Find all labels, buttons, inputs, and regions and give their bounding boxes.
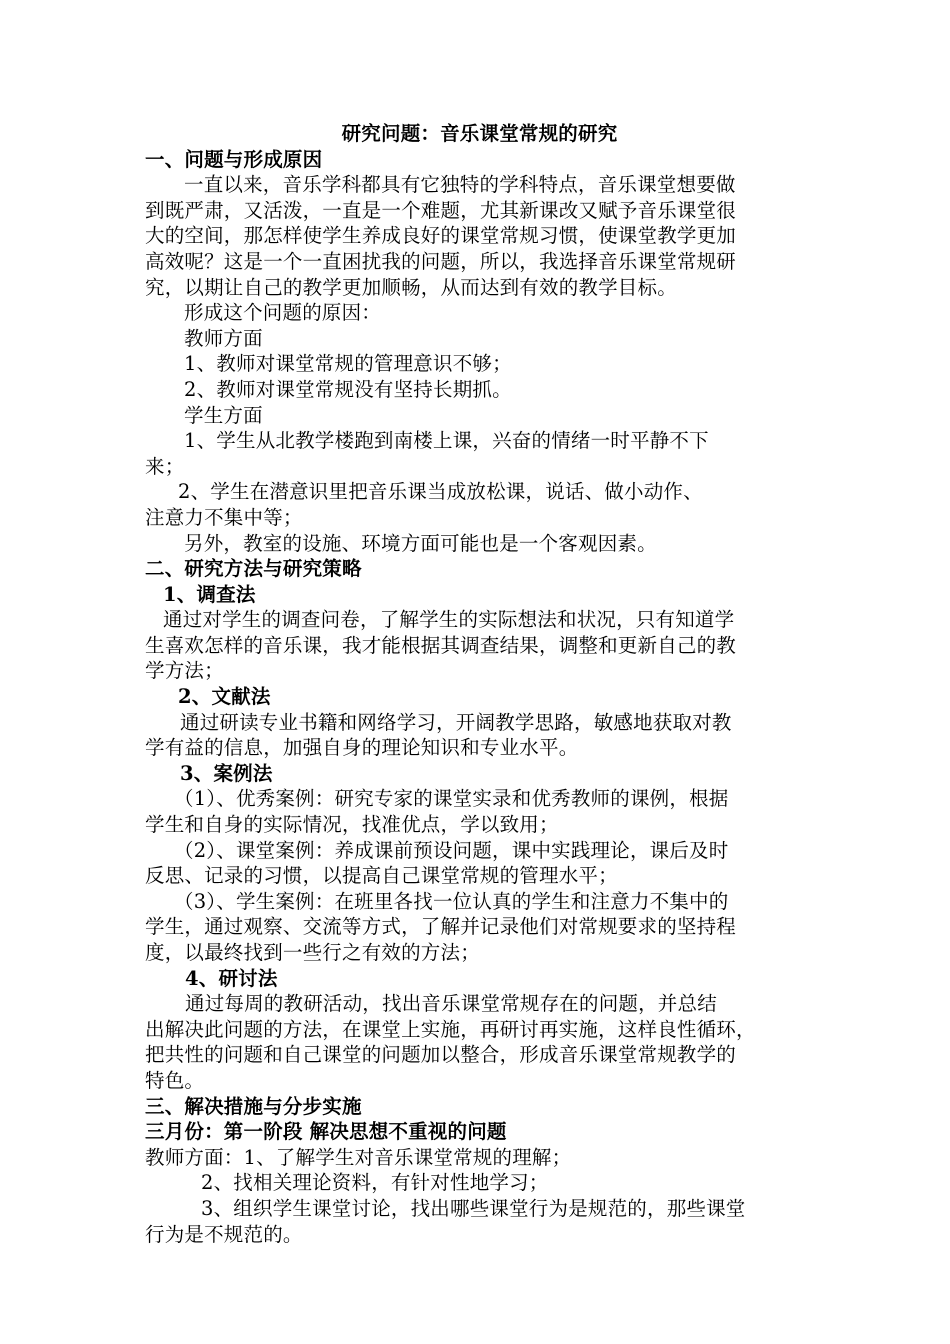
phase1-teacher-line: 2、找相关理论资料，有针对性地学习；	[201, 1171, 549, 1195]
phase1-teacher-line: 教师方面：1、了解学生对音乐课堂常规的理解；	[145, 1145, 572, 1169]
section1-intro-line: 高效呢？这是一个一直困扰我的问题，所以，我选择音乐课堂常规研	[145, 249, 737, 273]
section1-intro-line: 大的空间，那怎样使学生养成良好的课堂常规习惯，使课堂教学更加	[145, 224, 737, 248]
method2-line: 学有益的信息，加强自身的理论知识和专业水平。	[145, 736, 579, 760]
student-item2-line: 注意力不集中等；	[145, 505, 303, 529]
section1-heading: 一、问题与形成原因	[145, 147, 323, 171]
method1-line: 通过对学生的调查问卷，了解学生的实际想法和状况，只有知道学	[163, 608, 735, 632]
case1-line: 学生和自身的实际情况，找准优点，学以致用；	[145, 813, 559, 837]
section1-intro-line: 到既严肃，又活泼，一直是一个难题，尤其新课改又赋予音乐课堂很	[145, 198, 737, 222]
method2-heading: 2、文献法	[178, 685, 271, 709]
document-page	[145, 121, 809, 1247]
case1-line: （1）、优秀案例：研究专家的课堂实录和优秀教师的课例，根据	[174, 787, 729, 811]
phase1-heading: 三月份：第一阶段 解决思想不重视的问题	[145, 1120, 507, 1144]
case3-line: （3）、学生案例：在班里各找一位认真的学生和注意力不集中的	[174, 889, 729, 913]
section2-heading: 二、研究方法与研究策略	[145, 557, 362, 581]
phase1-teacher-line: 行为是不规范的。	[145, 1222, 303, 1246]
method4-line: 把共性的问题和自己课堂的问题加以整合，形成音乐课堂常规教学的	[145, 1043, 737, 1067]
method1-line: 学方法；	[145, 659, 224, 683]
student-aspect-label: 学生方面	[184, 403, 263, 427]
method1-line: 生喜欢怎样的音乐课，我才能根据其调查结果，调整和更新自己的教	[145, 633, 737, 657]
case2-line: 反思、记录的习惯，以提高自己课堂常规的管理水平；	[145, 864, 618, 888]
section1-intro-line: 一直以来，音乐学科都具有它独特的学科特点，音乐课堂想要做	[184, 173, 736, 197]
student-item1-line: 1、学生从北教学楼跑到南楼上课，兴奋的情绪一时平静不下	[184, 429, 709, 453]
section3-heading: 三、解决措施与分步实施	[145, 1094, 362, 1118]
student-item2-line: 2、学生在潜意识里把音乐课当成放松课，说话、做小动作、	[178, 480, 703, 504]
phase1-teacher-line: 3、组织学生课堂讨论，找出哪些课堂行为是规范的，那些课堂	[201, 1196, 746, 1220]
teacher-item: 2、教师对课堂常规没有坚持长期抓。	[184, 377, 512, 401]
method1-heading: 1、调查法	[163, 582, 256, 606]
teacher-item: 1、教师对课堂常规的管理意识不够；	[184, 352, 512, 376]
document-title: 研究问题：音乐课堂常规的研究	[341, 122, 618, 145]
case2-line: （2）、课堂案例：养成课前预设问题，课中实践理论，课后及时	[174, 838, 729, 862]
method4-line: 出解决此问题的方法，在课堂上实施，再研讨再实施，这样良性循环，	[145, 1017, 756, 1041]
teacher-aspect-label: 教师方面	[184, 326, 263, 350]
method4-line: 特色。	[145, 1068, 205, 1092]
method4-heading: 4、研讨法	[185, 966, 278, 990]
other-factor: 另外，教室的设施、环境方面可能也是一个客观因素。	[184, 531, 657, 555]
method2-line: 通过研读专业书籍和网络学习，开阔教学思路，敏感地获取对教	[180, 710, 732, 734]
method4-line: 通过每周的教研活动，找出音乐课堂常规存在的问题，并总结	[185, 992, 717, 1016]
reasons-label: 形成这个问题的原因：	[184, 301, 382, 325]
method3-heading: 3、案例法	[180, 761, 273, 785]
student-item1-line: 来；	[145, 454, 185, 478]
case3-line: 度，以最终找到一些行之有效的方法；	[145, 941, 480, 964]
section1-intro-line: 究，以期让自己的教学更加顺畅，从而达到有效的教学目标。	[145, 275, 677, 299]
case3-line: 学生，通过观察、交流等方式，了解并记录他们对常规要求的坚持程	[145, 915, 737, 939]
